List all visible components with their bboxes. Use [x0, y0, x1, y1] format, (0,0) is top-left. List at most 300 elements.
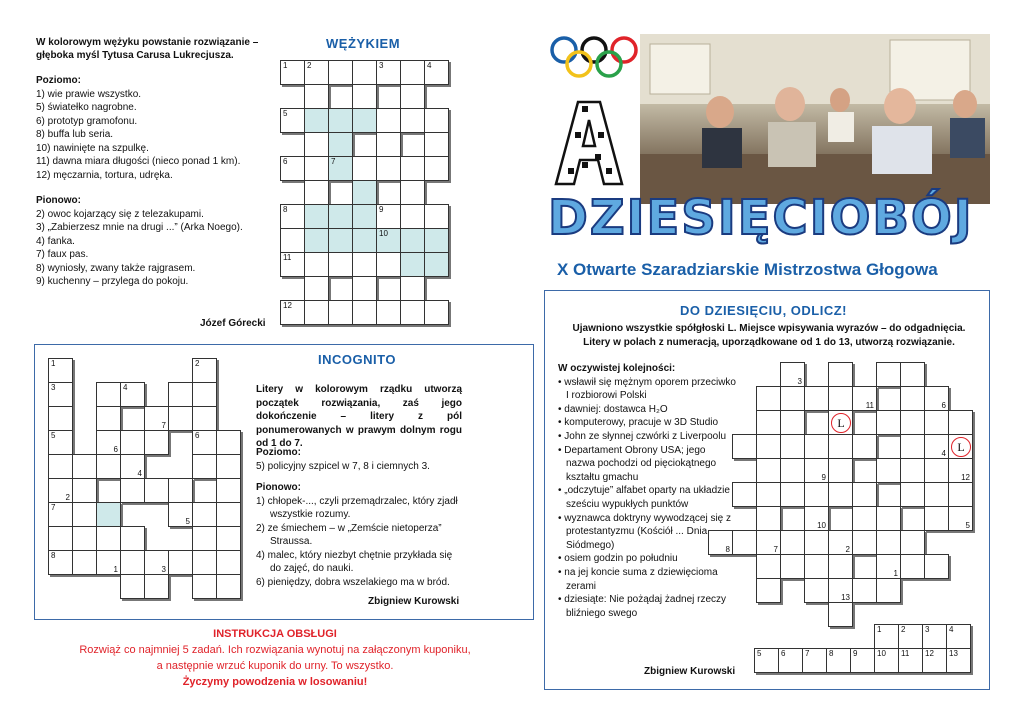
crossword-cell[interactable] — [48, 550, 73, 575]
crossword-cell[interactable] — [280, 204, 305, 229]
crossword-cell[interactable] — [780, 458, 805, 483]
crossword-cell[interactable] — [304, 204, 329, 229]
crossword-cell[interactable] — [876, 458, 901, 483]
crossword-cell[interactable] — [72, 454, 97, 479]
crossword-cell[interactable] — [216, 550, 241, 575]
crossword-cell[interactable] — [376, 204, 401, 229]
incognito-intro: Litery w kolorowym rządku utworzą początek rozwiązania, zaś jego dokończenie – litery z pól ponumerowanych w prawym dolnym rogu od 1 do 7. — [256, 384, 462, 449]
crossword-cell[interactable] — [304, 180, 329, 205]
clue: • dawniej: dostawca H₂O — [558, 403, 736, 417]
crossword-cell[interactable] — [216, 478, 241, 503]
crossword-cell[interactable] — [732, 482, 757, 507]
wezykiem-intro: W kolorowym wężyku powstanie rozwiązanie – głęboka myśl Tytusa Carusa Lukrecjusza. — [36, 37, 259, 61]
crossword-cell[interactable] — [852, 578, 877, 603]
poziomo-heading: Poziomo: — [36, 75, 81, 86]
cell-number: 6 — [113, 445, 118, 454]
clue: • Departament Obrony USA; jego nazwa pochodzi od pięciokątnego kształtu gmachu — [558, 444, 736, 485]
cell-number: 1 — [877, 625, 882, 634]
crossword-cell[interactable] — [72, 526, 97, 551]
crossword-cell[interactable] — [424, 204, 449, 229]
crossword-cell[interactable] — [900, 410, 925, 435]
crossword-cell[interactable] — [96, 454, 121, 479]
cell-number: 3 — [925, 625, 930, 634]
cell-number: 4 — [941, 449, 946, 458]
crossword-cell[interactable] — [424, 228, 449, 253]
cell-number: 9 — [853, 649, 858, 658]
crossword-cell[interactable] — [48, 502, 73, 527]
clue: 6) prototyp gramofonu. — [36, 115, 138, 127]
crossword-cell[interactable] — [400, 204, 425, 229]
crossword-cell[interactable] — [424, 300, 449, 325]
crossword-cell[interactable] — [96, 382, 121, 407]
cell-number: 4 — [123, 383, 128, 392]
dziesieciu-title: DO DZIESIĘCIU, ODLICZ! — [680, 303, 847, 318]
crossword-cell[interactable] — [804, 386, 829, 411]
clue: 4) fanka. — [36, 235, 75, 247]
crossword-cell[interactable] — [826, 648, 851, 673]
crossword-cell[interactable] — [874, 648, 899, 673]
dziesieciu-intro: Ujawniono wszystkie spółgłoski L. Miejsce wpisywania wyrazów – do odgadnięcia. Litery w polach z numeracją, uporządkowane od 1 do 13, utworzą rozwiązanie. — [572, 323, 966, 348]
crossword-cell[interactable] — [144, 550, 169, 575]
incognito-title: INCOGNITO — [318, 352, 396, 367]
crossword-cell[interactable] — [732, 530, 757, 555]
clue: • John ze słynnej czwórki z Liverpoolu — [558, 430, 736, 444]
crossword-cell[interactable] — [828, 434, 853, 459]
instructions — [20, 626, 530, 690]
cell-number: 10 — [817, 521, 826, 530]
crossword-cell[interactable] — [400, 276, 425, 301]
clue: 2) owoc kojarzący się z telezakupami. — [36, 208, 204, 220]
crossword-cell[interactable] — [48, 526, 73, 551]
crossword-cell[interactable] — [424, 252, 449, 277]
crossword-cell[interactable] — [192, 430, 217, 455]
clue: 3) „Zabierzesz mnie na drugi ...” (Arka Noego). — [36, 222, 243, 233]
cell-number: 3 — [51, 383, 56, 392]
crossword-cell[interactable] — [376, 108, 401, 133]
clue: 11) dawna miara długości (nieco ponad 1 km). — [36, 156, 241, 167]
crossword-cell[interactable] — [732, 434, 757, 459]
crossword-cell[interactable] — [216, 430, 241, 455]
crossword-cell[interactable] — [852, 482, 877, 507]
crossword-cell[interactable] — [424, 156, 449, 181]
crossword-cell[interactable] — [48, 406, 73, 431]
crossword-cell[interactable] — [304, 276, 329, 301]
crossword-cell[interactable] — [874, 624, 899, 649]
crossword-cell[interactable] — [424, 132, 449, 157]
order-heading: W oczywistej kolejności: — [558, 363, 676, 374]
instructions-line: a następnie wrzuć kuponik do urny. To wszystko. — [156, 660, 394, 672]
crossword-cell[interactable] — [96, 526, 121, 551]
crossword-cell[interactable] — [352, 84, 377, 109]
crossword-cell[interactable] — [304, 60, 329, 85]
crossword-cell[interactable] — [924, 410, 949, 435]
crossword-cell[interactable] — [120, 550, 145, 575]
cell-number: 3 — [797, 377, 802, 386]
crossword-cell[interactable] — [804, 578, 829, 603]
crossword-cell[interactable] — [72, 502, 97, 527]
crossword-cell[interactable] — [120, 382, 145, 407]
crossword-cell[interactable] — [756, 530, 781, 555]
cell-number: 1 — [893, 569, 898, 578]
crossword-cell[interactable] — [328, 60, 353, 85]
crossword-cell[interactable] — [802, 648, 827, 673]
given-letter: L — [831, 413, 851, 433]
crossword-cell[interactable] — [328, 228, 353, 253]
crossword-cell[interactable] — [400, 156, 425, 181]
crossword-cell[interactable] — [168, 406, 193, 431]
crossword-cell[interactable] — [328, 300, 353, 325]
crossword-cell[interactable] — [804, 530, 829, 555]
cell-number: 4 — [949, 625, 954, 634]
cell-number: 4 — [137, 469, 142, 478]
crossword-cell[interactable] — [120, 478, 145, 503]
crossword-cell[interactable] — [756, 506, 781, 531]
instructions-line: Rozwiąż co najmniej 5 zadań. Ich rozwiązania wynotuj na załączonym kuponiku, — [79, 644, 471, 656]
crossword-cell[interactable] — [144, 574, 169, 599]
crossword-cell[interactable] — [216, 574, 241, 599]
incognito-clues — [256, 446, 466, 589]
crossword-cell[interactable] — [828, 578, 853, 603]
cell-number: 13 — [949, 649, 958, 658]
clue: 8) wyniosły, zwany także rajgrasem. — [36, 262, 196, 274]
cell-number: 12 — [925, 649, 934, 658]
clue: • „odczytuje” alfabet oparty na układzie sześciu wypukłych punktów — [558, 484, 736, 511]
crossword-cell[interactable] — [756, 554, 781, 579]
crossword-cell[interactable] — [780, 434, 805, 459]
contest-subtitle: X Otwarte Szaradziarskie Mistrzostwa Głogowa — [557, 260, 938, 279]
crossword-cell[interactable] — [304, 84, 329, 109]
crossword-cell[interactable] — [900, 482, 925, 507]
clue: • osiem godzin po południu — [558, 552, 736, 566]
crossword-cell[interactable] — [900, 386, 925, 411]
crossword-cell[interactable] — [756, 482, 781, 507]
clue: • na jej koncie suma z dziewięcioma zerami — [558, 566, 736, 593]
crossword-cell[interactable] — [852, 386, 877, 411]
crossword-cell[interactable] — [72, 478, 97, 503]
crossword-cell[interactable] — [192, 526, 217, 551]
cell-number: 9 — [379, 205, 384, 214]
crossword-cell[interactable] — [48, 430, 73, 455]
crossword-cell[interactable] — [376, 132, 401, 157]
crossword-cell[interactable] — [754, 648, 779, 673]
crossword-cell[interactable] — [756, 410, 781, 435]
crossword-cell[interactable] — [804, 554, 829, 579]
crossword-cell[interactable] — [924, 506, 949, 531]
crossword-cell[interactable] — [708, 530, 733, 555]
instructions-line: Życzymy powodzenia w losowaniu! — [182, 676, 368, 688]
dziesieciu-clues — [558, 362, 736, 620]
crossword-cell[interactable] — [216, 526, 241, 551]
crossword-cell[interactable] — [168, 550, 193, 575]
cell-number: 8 — [829, 649, 834, 658]
crossword-cell[interactable] — [328, 252, 353, 277]
crossword-cell[interactable] — [900, 362, 925, 387]
clue: 4) malec, który niezbyt chętnie przykłada się do zajęć, do nauki. — [256, 549, 453, 574]
crossword-cell[interactable] — [780, 554, 805, 579]
clue: 7) faux pas. — [36, 249, 89, 260]
crossword-cell[interactable] — [876, 554, 901, 579]
pionowo-heading: Pionowo: — [36, 195, 81, 206]
crossword-cell[interactable] — [304, 228, 329, 253]
crossword-cell[interactable] — [828, 458, 853, 483]
crossword-cell[interactable] — [828, 554, 853, 579]
crossword-cell[interactable] — [376, 300, 401, 325]
crossword-cell[interactable] — [756, 434, 781, 459]
crossword-cell[interactable] — [192, 406, 217, 431]
crossword-cell[interactable] — [852, 506, 877, 531]
crossword-cell[interactable] — [828, 530, 853, 555]
crossword-cell[interactable] — [48, 358, 73, 383]
cell-number: 6 — [781, 649, 786, 658]
crossword-cell[interactable] — [922, 648, 947, 673]
crossword-cell[interactable] — [352, 60, 377, 85]
cell-number: 2 — [307, 61, 312, 70]
crossword-cell[interactable] — [946, 648, 971, 673]
crossword-cell[interactable] — [948, 434, 973, 459]
crossword-cell[interactable] — [828, 386, 853, 411]
cell-number: 5 — [51, 431, 56, 440]
cell-number: 11 — [283, 253, 292, 262]
crossword-cell[interactable] — [400, 108, 425, 133]
crossword-cell[interactable] — [828, 410, 853, 435]
crossword-cell[interactable] — [144, 430, 169, 455]
cell-number: 5 — [965, 521, 970, 530]
crossword-cell[interactable] — [900, 530, 925, 555]
clue: 10) nawinięte na szpulkę. — [36, 142, 149, 154]
crossword-cell[interactable] — [304, 252, 329, 277]
crossword-cell[interactable] — [780, 530, 805, 555]
crossword-cell[interactable] — [352, 300, 377, 325]
crossword-cell[interactable] — [850, 648, 875, 673]
crossword-cell[interactable] — [352, 276, 377, 301]
crossword-cell[interactable] — [400, 180, 425, 205]
crossword-cell[interactable] — [120, 454, 145, 479]
cell-number: 8 — [51, 551, 56, 560]
crossword-cell[interactable] — [120, 574, 145, 599]
crossword-cell[interactable] — [900, 458, 925, 483]
crossword-cell[interactable] — [424, 108, 449, 133]
crossword-cell[interactable] — [216, 454, 241, 479]
cell-number: 11 — [901, 649, 910, 658]
contest-photo — [640, 34, 990, 204]
wezykiem-author: Józef Górecki — [200, 318, 266, 329]
cell-number: 13 — [841, 593, 850, 602]
crossword-cell[interactable] — [780, 410, 805, 435]
crossword-cell[interactable] — [280, 300, 305, 325]
crossword-cell[interactable] — [48, 382, 73, 407]
cell-number: 9 — [821, 473, 826, 482]
crossword-cell[interactable] — [924, 434, 949, 459]
crossword-cell[interactable] — [280, 156, 305, 181]
crossword-cell[interactable] — [756, 386, 781, 411]
crossword-cell[interactable] — [168, 502, 193, 527]
cell-number: 11 — [865, 401, 874, 410]
crossword-cell[interactable] — [780, 482, 805, 507]
crossword-cell[interactable] — [778, 648, 803, 673]
crossword-cell[interactable] — [376, 156, 401, 181]
crossword-cell[interactable] — [804, 434, 829, 459]
clue: 2) ze śmiechem – w „Zemście nietoperza” Straussa. — [256, 522, 442, 547]
crossword-cell[interactable] — [948, 410, 973, 435]
crossword-cell[interactable] — [924, 482, 949, 507]
crossword-cell[interactable] — [804, 482, 829, 507]
wezykiem-title: WĘŻYKIEM — [326, 36, 401, 51]
crossword-cell[interactable] — [280, 60, 305, 85]
crossword-cell[interactable] — [898, 648, 923, 673]
crossword-cell[interactable] — [144, 478, 169, 503]
dziesieciu-author: Zbigniew Kurowski — [644, 666, 736, 677]
cell-number: 1 — [51, 359, 56, 368]
clue: • komputerowy, pracuje w 3D Studio — [558, 416, 736, 430]
crossword-cell[interactable] — [804, 458, 829, 483]
crossword-cell[interactable] — [192, 382, 217, 407]
clue: 9) kuchenny – przylega do pokoju. — [36, 276, 189, 287]
crossword-cell[interactable] — [328, 132, 353, 157]
cell-number: 3 — [161, 565, 166, 574]
crossword-cell[interactable] — [400, 252, 425, 277]
crossword-cell[interactable] — [828, 362, 853, 387]
crossword-cell[interactable] — [756, 458, 781, 483]
crossword-cell[interactable] — [946, 624, 971, 649]
crossword-cell[interactable] — [192, 502, 217, 527]
crossword-cell[interactable] — [192, 358, 217, 383]
crossword-cell[interactable] — [400, 228, 425, 253]
crossword-cell[interactable] — [852, 530, 877, 555]
cell-number: 12 — [961, 473, 970, 482]
crossword-cell[interactable] — [780, 386, 805, 411]
crossword-cell[interactable] — [280, 252, 305, 277]
cell-number: 4 — [427, 61, 432, 70]
clue: 12) męczarnia, tortura, udręka. — [36, 169, 173, 181]
cell-number: 6 — [283, 157, 288, 166]
cell-number: 8 — [283, 205, 288, 214]
instructions-title: INSTRUKCJA OBSŁUGI — [213, 628, 337, 640]
crossword-cell[interactable] — [96, 406, 121, 431]
crossword-cell[interactable] — [120, 430, 145, 455]
crossword-cell[interactable] — [948, 506, 973, 531]
cell-number: 12 — [283, 301, 292, 310]
crossword-cell[interactable] — [376, 60, 401, 85]
cell-number: 7 — [161, 421, 166, 430]
crossword-cell[interactable] — [352, 108, 377, 133]
crossword-cell[interactable] — [192, 454, 217, 479]
crossword-cell[interactable] — [948, 458, 973, 483]
crossword-cell[interactable] — [280, 108, 305, 133]
crossword-cell[interactable] — [328, 108, 353, 133]
crossword-cell[interactable] — [352, 180, 377, 205]
crossword-cell[interactable] — [48, 454, 73, 479]
olympic-rings-logo — [548, 34, 648, 87]
crossword-cell[interactable] — [96, 502, 121, 527]
crossword-cell[interactable] — [900, 554, 925, 579]
crossword-cell[interactable] — [352, 156, 377, 181]
crossword-cell[interactable] — [898, 624, 923, 649]
cell-number: 10 — [877, 649, 886, 658]
cell-number: 6 — [195, 431, 200, 440]
pionowo-heading: Pionowo: — [256, 482, 301, 493]
crossword-cell[interactable] — [804, 506, 829, 531]
crossword-cell[interactable] — [328, 204, 353, 229]
poziomo-heading: Poziomo: — [256, 447, 301, 458]
clue: 5) światełko nagrobne. — [36, 102, 137, 113]
wezykiem-clues — [36, 74, 266, 289]
crossword-cell[interactable] — [900, 434, 925, 459]
crossword-cell[interactable] — [922, 624, 947, 649]
crossword-cell[interactable] — [352, 252, 377, 277]
crossword-cell[interactable] — [828, 482, 853, 507]
crossword-cell[interactable] — [400, 84, 425, 109]
crossword-cell[interactable] — [280, 228, 305, 253]
crossword-cell[interactable] — [948, 482, 973, 507]
crossword-cell[interactable] — [304, 300, 329, 325]
crossword-cell[interactable] — [924, 458, 949, 483]
crossword-cell[interactable] — [304, 132, 329, 157]
crossword-cell[interactable] — [96, 430, 121, 455]
crossword-cell[interactable] — [876, 530, 901, 555]
cell-number: 2 — [195, 359, 200, 368]
cell-number: 2 — [901, 625, 906, 634]
crossword-cell[interactable] — [924, 386, 949, 411]
cell-number: 5 — [283, 109, 288, 118]
crossword-cell[interactable] — [48, 478, 73, 503]
clue: • wyznawca doktryny wywodzącej się z protestantyzmu (Kościół ... Dnia Siódmego) — [558, 512, 736, 553]
crossword-cell[interactable] — [96, 550, 121, 575]
crossword-cell[interactable] — [120, 526, 145, 551]
crossword-cell[interactable] — [376, 228, 401, 253]
cell-number: 6 — [941, 401, 946, 410]
crossword-cell[interactable] — [216, 502, 241, 527]
crossword-cell[interactable] — [780, 362, 805, 387]
crossword-cell[interactable] — [352, 204, 377, 229]
crossword-cell[interactable] — [876, 362, 901, 387]
crossword-cell[interactable] — [424, 60, 449, 85]
clue: • dziesiąte: Nie pożądaj żadnej rzeczy bliźniego swego — [558, 593, 736, 620]
crossword-cell[interactable] — [400, 300, 425, 325]
crossword-cell[interactable] — [304, 108, 329, 133]
crossword-cell[interactable] — [400, 60, 425, 85]
crossword-cell[interactable] — [376, 252, 401, 277]
crossword-cell[interactable] — [168, 478, 193, 503]
clue: 8) buffa lub seria. — [36, 129, 114, 140]
crossword-cell[interactable] — [924, 554, 949, 579]
crossword-cell[interactable] — [192, 574, 217, 599]
cell-number: 5 — [185, 517, 190, 526]
cell-number: 2 — [845, 545, 850, 554]
crossword-cell[interactable] — [852, 434, 877, 459]
crossword-cell[interactable] — [876, 410, 901, 435]
crossword-cell[interactable] — [352, 228, 377, 253]
crossword-cell[interactable] — [876, 578, 901, 603]
crossword-cell[interactable] — [876, 506, 901, 531]
cell-number: 7 — [51, 503, 56, 512]
crossword-cell[interactable] — [72, 550, 97, 575]
crossword-cell[interactable] — [304, 156, 329, 181]
clue: • wsławił się mężnym oporem przeciwko I rozbiorowi Polski — [558, 376, 736, 403]
crossword-cell[interactable] — [144, 406, 169, 431]
cell-number: 5 — [757, 649, 762, 658]
cell-number: 1 — [113, 565, 118, 574]
crossword-cell[interactable] — [828, 602, 853, 627]
cell-number: 2 — [65, 493, 70, 502]
crossword-cell[interactable] — [192, 550, 217, 575]
crossword-cell[interactable] — [168, 382, 193, 407]
crossword-cell[interactable] — [756, 578, 781, 603]
clue: 6) pieniędzy, dobra wszelakiego ma w bród. — [256, 576, 450, 588]
cell-number: 8 — [725, 545, 730, 554]
crossword-cell[interactable] — [328, 156, 353, 181]
incognito-author: Zbigniew Kurowski — [368, 596, 460, 607]
cell-number: 10 — [379, 229, 388, 238]
